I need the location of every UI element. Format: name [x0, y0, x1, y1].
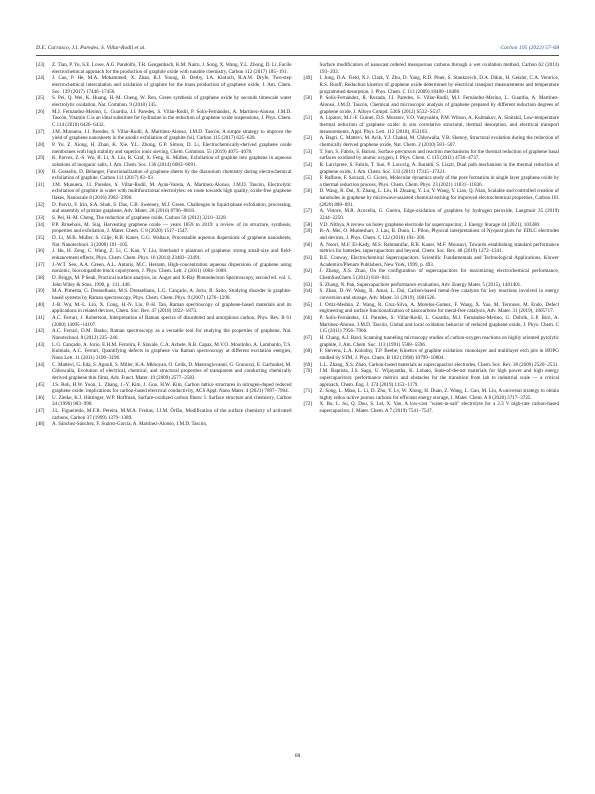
reference-text[interactable]: B. Gosselin, D. Bélanger, Functionalization of graphene sheets by the diazonium chemistry during electrochemical exfoliation of graphite, Carbon 111 (2017) 83−93. — [52, 168, 292, 182]
reference-item — [36, 95, 292, 108]
reference-text[interactable]: P.P. Brisebois, M. Siaj, Harvesting graphene oxide — years 1859 to 2019: a review of its structure, synthesis, properties and exfoliation, J. Mater. Chem. C 8 (2020) 1517−1547. — [52, 221, 292, 235]
reference-number: [24] — [36, 75, 45, 82]
reference-number: [60] — [303, 241, 312, 248]
reference-text[interactable]: J. Hu, H. Zeng, C. Wang, Z. Li, C. Kan, Y. Liu, Interband π plasmon of graphene: strong small-size and field-enhancement effects, Phys. Chem. Chem. Phys. 16 (2014) 23483−23491. — [52, 248, 292, 262]
reference-item — [304, 62, 560, 75]
reference-text[interactable]: A. Sánchez-Sánchez, F. Suárez-García, A. Martínez-Alonso, J.M.D. Tascón, — [52, 421, 208, 428]
reference-text[interactable]: U. Zielke, K.J. Hüttinger, W.P. Hoffman, Surface-oxidized carbon fibers: I. Surface structure and chemistry, Carbon 34 (1996) 983−998. — [52, 394, 292, 408]
reference-text[interactable]: J. Zhang, X.S. Zhao, On the configuration of supercapacitors for maximizing electrochemical performance, ChemSusChem 5 (2012) 818−841. — [319, 268, 559, 281]
reference-number: [31] — [36, 181, 45, 188]
reference-item — [36, 109, 292, 129]
reference-item — [304, 228, 560, 241]
reference-item — [304, 75, 560, 95]
header-rule — [36, 55, 559, 56]
reference-item — [304, 255, 560, 268]
reference-item — [304, 162, 560, 175]
reference-number: [29] — [36, 155, 45, 162]
reference-number: [50] — [303, 95, 312, 102]
reference-item — [304, 335, 560, 348]
running-header — [36, 45, 559, 55]
reference-text[interactable]: C. Mattevi, G. Eda, S. Agnoli, S. Miller, K.A. Mkhoyan, O. Celik, D. Mastrogiovanni, G. Granozzi, E. Garfunkel, M. Chhowalla, Evolution of electrical, chemical, and structural properties of transparent and conducting chemically derived graphene thin films, Adv. Funct. Mater. 19 (2009) 2577−2583. — [52, 361, 292, 381]
reference-item — [36, 275, 292, 288]
reference-text[interactable]: L.L. Zhang, X.S. Zhao, Carbon-based materials as supercapacitor electrodes, Chem. Soc. Rev. 38 (2009) 2520−2531. — [319, 361, 559, 368]
reference-text[interactable]: A.C. Ferrari, D.M. Basko, Raman spectroscopy as a versatile tool for studying the properties of graphene, Nat. Nanotechnol. 8 (2013) 235−246. — [52, 328, 292, 341]
reference-number: [35] — [36, 235, 45, 242]
reference-text[interactable]: M.A. Pimenta, G. Dresselhaus, M.S. Dresselhaus, L.G. Cançado, A. Jorio, R. Saito, Studying disorder in graphite-based systems by Raman spectroscopy, Phys. Chem. Chem. Phys. 9 (2007) 1276−1290. — [52, 288, 292, 301]
reference-number: [27] — [36, 128, 45, 135]
reference-number: [55] — [303, 175, 312, 182]
reference-item — [36, 222, 292, 235]
reference-text[interactable]: J.L. Figueiredo, M.F.R. Pereira, M.M.A. Freitas, J.J.M. Órfão, Modification of the surface chemistry of activated carbons, Carbon 37 (1999) 1379−1389. — [52, 408, 292, 421]
reference-text[interactable]: A. Vittore, M.R. Acocella, G. Guerra, Edge-oxidation of graphites by hydrogen peroxide, Langmuir 35 (2019) 2244−2250. — [319, 208, 559, 222]
reference-number: [72] — [303, 401, 312, 408]
reference-text[interactable]: J.M. Munuera, J.I. Paredes, S. Villar-Rodil, M. Ayán-Varela, A. Martínez-Alonso, J.M.D. Tascón, Electrolytic exfoliation of graphite in water with multifunctional electrolytes: en route towards high quality, oxide-free graphene flakes, Nanoscale 8 (2016) 2982−2998. — [52, 181, 292, 202]
reference-number: [48] — [36, 421, 45, 428]
reference-item — [304, 135, 560, 148]
reference-text[interactable]: S. Zhang, N. Pan, Supercapacitors performance evaluation, Adv. Energy Mater. 5 (2015), 1401401. — [319, 281, 522, 288]
reference-item — [36, 288, 292, 301]
reference-number: [30] — [36, 168, 45, 175]
reference-item — [304, 368, 560, 388]
reference-number: [63] — [303, 281, 312, 288]
references-left-column — [36, 62, 292, 428]
reference-text[interactable]: V.D. Nithya, A review on holey graphene electrode for supercapacitor, J. Energy Storage 44 (2021), 103380. — [319, 221, 541, 228]
reference-item — [36, 315, 292, 328]
header-authors: D.E. Carrasco, J.I. Paredes, S. Villar-Rodil et al. — [36, 45, 146, 51]
reference-number: [38] — [36, 275, 45, 281]
header-journal-link[interactable]: Carbon 195 (2022) 57–68 — [500, 45, 559, 51]
reference-item — [304, 242, 560, 255]
reference-number: [37] — [36, 261, 45, 268]
reference-item — [304, 401, 560, 414]
reference-number: [39] — [36, 288, 45, 295]
reference-text[interactable]: T. Sun, S. Fabris, S. Baroni, Surface precursors and reaction mechanisms for the thermal reduction of graphene basal surfaces oxidized by atomic oxygen, J. Phys. Chem. C 115 (2011) 4730−4737. — [319, 148, 559, 162]
reference-number: [64] — [303, 288, 312, 295]
reference-number: [56] — [303, 188, 312, 195]
reference-text[interactable]: B.E. Conway, Electrochemical Supercapacitors. Scientific Fundamentals and Technological Applications, Kluwer Academics/Plenum Publishers, New York, 1999, p. 493. — [319, 255, 559, 268]
reference-number: [45] — [36, 381, 45, 388]
reference-item — [36, 342, 292, 362]
reference-item — [36, 202, 292, 215]
reference-text[interactable]: J.S. Roh, H.W. Yoon, L. Zhang, J.-Y. Kim, J. Guo, H.W. Kim, Carbon lattice structures in nitrogen-doped reduced graphene oxide: implications for carbon-based electrical conductivity, ACS Appl. Nano Mater. 4 (2021) 7897−7904. — [52, 381, 292, 395]
reference-number: [66] — [303, 314, 312, 321]
reference-text[interactable]: M.J. Fernández-Merino, L. Guardia, J.I. Paredes, S. Villar-Rodil, P. Solís-Fernández, A. Martínez-Alonso, J.M.D. Tascón, Vitamin C is an ideal substitute for hydrazine in the reduction of graphene oxide suspensions, J. Phys. Chem. C 114 (2010) 6426−6432. — [52, 108, 292, 128]
reference-number: [58] — [303, 221, 312, 228]
reference-text[interactable]: L.G. Cançado, A. Jorio, E.H.M. Ferreira, F. Stavale, C.A. Achete, R.B. Capaz, M.V.O. Moutinho, A. Lombardo, T.S. Kulmala, A.C. Ferrari, Quantifying defects in graphene via Raman spectroscopy at different excitation energies, Nano Lett. 11 (2011) 3190−3196. — [52, 341, 292, 361]
reference-text[interactable]: H. Chang, A.J. Bard, Scanning tunneling microscopy studies of carbon-oxygen reactions on highly oriented pyrolytic graphite, J. Am. Chem. Soc. 113 (1991) 5588−5596. — [319, 334, 559, 348]
reference-item — [304, 268, 560, 281]
reference-text[interactable]: J.-W.T. Seo, A.A. Green, A.L. Antaris, M.C. Hersam, High-concentration aqueous dispersions of graphene using nonionic, biocompatible block copolymers, J. Phys. Chem. Lett. 2 (2011) 1004−1008. — [52, 261, 292, 275]
reference-item — [36, 302, 292, 315]
reference-text[interactable]: R. Larciprete, S. Fabris, T. Sun, P. Lacovig, A. Baraldi, S. Lizzit, Dual path mechanism in the thermal reduction of graphene oxide, J. Am. Chem. Soc. 133 (2011) 17315−17321. — [319, 161, 559, 175]
reference-number: [32] — [36, 201, 45, 208]
reference-item — [304, 188, 560, 208]
reference-number: [67] — [303, 334, 312, 341]
reference-text[interactable]: X. Bu, L. Su, Q. Dou, S. Lei, X. Yan, A low-cost "water-in-salt" electrolyte for a 2.3 V high-rate carbon-based supercapacitor, J. Mater. Chem. A 7 (2019) 7541−7547. — [319, 401, 559, 415]
reference-number: [65] — [303, 301, 312, 308]
reference-number: [70] — [303, 368, 312, 375]
reference-number: [40] — [36, 301, 45, 308]
reference-item — [36, 262, 292, 275]
reference-text[interactable]: D. Briggs, M. P Seah, Practical surface analysis, in: Auger and X-Ray Photoelectron Spectroscopy, second ed. vol. 1, John Wiley & Sons, 1990, p. 131, 448. — [52, 275, 292, 288]
reference-number: [36] — [36, 248, 45, 255]
reference-text[interactable]: P. Yu, Z. Xiong, H. Zhan, K. Xie, Y.L. Zhong, G.P. Simon, D. Li, Electrochemically-derived graphene oxide membranes with high stability and superior ionic sieving, Chem. Commun. 55 (2019) 4075−4078. — [52, 141, 292, 155]
reference-number: [41] — [36, 314, 45, 321]
reference-item — [304, 302, 560, 315]
reference-item — [36, 62, 292, 75]
reference-text[interactable]: Z. Song, L. Miao, L. Li, D. Zhu, Y. Lv, W. Xiong, H. Duan, Z. Wang, L. Gan, M. Liu, A universal strategy to obtain highly redox-active porous carbons for efficient energy storage, J. Mater. Chem. A 8 (2020) 3717−3725. — [319, 388, 559, 401]
reference-number: [69] — [303, 361, 312, 368]
reference-item — [36, 129, 292, 142]
reference-item — [36, 169, 292, 182]
reference-text[interactable]: F. Raffone, F. Savazzi, G. Cicero, Molecular dynamics study of the pore formation in single layer graphene oxide by a thermal reduction process, Phys. Chem. Chem. Phys. 23 (2021) 11831−11836. — [319, 175, 559, 188]
reference-item — [304, 315, 560, 335]
reference-item — [36, 395, 292, 408]
reference-text[interactable]: A. Noori, M.F. El-Kady, M.S. Rahmanifar, R.B. Kaner, M.F. Mousavi, Towards establishing standard performance metrics for batteries, supercapacitors and beyond, Chem. Soc. Rev. 48 (2019) 1272−1341. — [319, 241, 559, 255]
reference-text[interactable]: F. Stevens, L.A. Kolodny, T.P. Beebe, Kinetics of graphite oxidation: monolayer and multilayer etch pits in HOPG studied by STM, J. Phys. Chem. B 102 (1998) 10799−10804. — [319, 348, 559, 361]
reference-number: [33] — [36, 215, 45, 222]
reference-text[interactable]: Z. Tian, P. Yu, S.E. Lowe, A.G. Pandolfo, T.R. Gengenbach, K.M. Nairn, J. Song, X. Wang, Y.L. Zhong, D. Li, Facile electrochemical approach for the production of graphite oxide with tunable chemistry, Carbon 112 (2017) 185−191. — [52, 62, 292, 75]
reference-text[interactable]: P. Solís-Fernández, J.I. Paredes, S. Villar-Rodil, L. Guardia, M.J. Fernández-Merino, G. Dobrik, L.P. Biró, A. Martínez-Alonso, J.M.D. Tascón, Global and local oxidation behavior of reduced graphene oxide, J. Phys. Chem. C 115 (2011) 7956−7966. — [319, 314, 559, 335]
reference-number: [23] — [36, 62, 45, 68]
reference-text[interactable]: A. Bagri, C. Mattevi, M. Acik, Y.J. Chabal, M. Chhowalla, V.B. Shenoy, Structural evolution during the reduction of chemically derived graphene oxide, Nat. Chem. 2 (2010) 581−587. — [319, 135, 559, 148]
reference-text[interactable]: A. Lipatov, M.J.-F. Guinel, D.S. Muratov, V.O. Vanyushin, P.M. Wilson, A. Kolmakov, A. Sinitskii, Low-temperature thermal reduction of graphene oxide: in situ correlative structural, thermal desorption, and electrical transport measurements, Appl. Phys. Lett. 112 (2018), 053103. — [319, 115, 559, 135]
reference-item — [304, 149, 560, 162]
reference-text[interactable]: J.M. Munuera, J.I. Paredes, S. Villar-Rodil, A. Martínez-Alonso, J.M.D. Tascón, A simple strategy to improve the yield of graphene nanosheets in the anodic exfoliation of graphite foil, Carbon 115 (2017) 625−628. — [52, 128, 292, 142]
reference-number: [44] — [36, 361, 45, 368]
page-number: 68 — [294, 753, 301, 759]
reference-text[interactable]: B.-A. Mei, O. Munteshari, J. Lau, B. Dunn, L. Pilon, Physical interpretations of Nyquist plots for EDLC electrodes and devices, J. Phys. Chem. C 122 (2018) 194−206. — [319, 228, 559, 242]
reference-text[interactable]: S. Pei, H.-M. Cheng, The reduction of graphene oxide, Carbon 50 (2012) 3210−3228. — [52, 215, 227, 222]
reference-item — [36, 421, 292, 428]
reference-number: [28] — [36, 141, 45, 148]
reference-item — [36, 248, 292, 261]
reference-number: [42] — [36, 328, 45, 335]
reference-number: [57] — [303, 208, 312, 215]
reference-number: [61] — [303, 255, 312, 262]
reference-item — [36, 362, 292, 382]
reference-item — [36, 75, 292, 95]
reference-number: [59] — [303, 228, 312, 235]
reference-item — [36, 142, 292, 155]
reference-item — [36, 382, 292, 395]
reference-number: [54] — [303, 161, 312, 168]
reference-text[interactable]: J. Ortiz-Medina, Z. Wang, R. Cruz-Silva, A. Morelos-Gomez, F. Wang, X. Yao, M. Terrones, M. Endo, Defect engineering and surface functionalization of nanocarbons for metal-free catalysis, Adv. Mater. 31 (2019), 1805717. — [319, 301, 559, 315]
references-section — [36, 62, 559, 428]
reference-item — [304, 388, 560, 401]
reference-number: [46] — [36, 394, 45, 401]
reference-number: [47] — [36, 408, 45, 415]
reference-item — [304, 208, 560, 221]
reference-text[interactable]: J.M. Baptista, J.S. Sagu, U. Wijayantha, K. Lobato, State-of-the-art materials for high power and high energy supercapacitors: performance metrics and obstacles for the transition from lab to industrial scale — a critical approach, Chem. Eng. J. 374 (2019) 1153−1179. — [319, 368, 559, 388]
reference-item — [304, 288, 560, 301]
reference-number: [34] — [36, 221, 45, 228]
reference-text[interactable]: D. Li, M.B. Müller, S. Gilje, R.B. Kaner, G.G. Wallace, Processable aqueous dispersions of graphene nanosheets, Nat. Nanotechnol. 3 (2008) 101−105. — [52, 235, 292, 248]
reference-text[interactable]: J. Cao, P. He, M.A. Mohammed, X. Zhao, R.J. Young, B. Derby, I.A. Kinloch, R.A.W. Dryfe, Two-step electrochemical intercalation and oxidation of graphite for the mass production of graphene oxide, J. Am. Chem. Soc. 139 (2017) 17446−17456. — [52, 75, 292, 95]
reference-item — [36, 155, 292, 168]
reference-item — [304, 95, 560, 115]
reference-text[interactable]: S. Zhao, D.-W. Wang, R. Amal, L. Dai, Carbon-based metal-free catalysts for key reactions involved in energy conversion and storage, Adv. Mater. 31 (2019), 1801526. — [319, 288, 559, 301]
reference-text[interactable]: D. Wang, R. Dai, X. Zhang, L. Liu, H. Zhuang, Y. Lu, Y. Wang, Y. Liao, Q. Nian, Scalable and controlled creation of nanoholes in graphene by microwave-assisted chemical etching for improved electrochemical properties, Carbon 161 (2020) 880−891. — [319, 188, 559, 208]
reference-number: [68] — [303, 348, 312, 355]
references-right-column — [304, 62, 560, 428]
reference-text[interactable]: S. Pei, Q. Wei, K. Huang, H.-M. Cheng, W. Ren, Green synthesis of graphene oxide by seconds timescale water electrolytic oxidation, Nat. Commun. 9 (2018) 145. — [52, 95, 292, 108]
reference-item — [36, 408, 292, 421]
reference-text[interactable]: D. Parviz, F. Irin, S.A. Shah, S. Das, C.B. Sweeney, M.J. Green, Challenges in liquid-phase exfoliation, processing, and assembly of pristine graphene, Adv. Mater. 28 (2016) 8796−8818. — [52, 201, 292, 215]
reference-number: [71] — [303, 388, 312, 395]
reference-number: [43] — [36, 341, 45, 348]
reference-item — [304, 115, 560, 135]
reference-number: [62] — [303, 268, 312, 275]
reference-number: [25] — [36, 95, 45, 102]
reference-text[interactable]: P. Solís-Fernández, R. Rozada, J.I. Paredes, S. Villar-Rodil, M.J. Fernández-Merino, L. Guardia, A. Martínez-Alonso, J.M.D. Tascón, Chemical and microscopic analysis of graphene prepared by different reduction degrees of graphene oxide, J. Alloys Compd. 536S (2012) S532−S537. — [319, 95, 559, 115]
reference-number: [53] — [303, 148, 312, 155]
reference-item — [304, 348, 560, 361]
reference-text[interactable]: A.C. Ferrari, J. Robertson, Interpretation of Raman spectra of disordered and amorphous carbon, Phys. Rev. B 61 (2000) 14095−14107. — [52, 314, 292, 328]
reference-item — [36, 328, 292, 341]
reference-item — [36, 235, 292, 248]
reference-text[interactable]: I. Jung, D.A. Field, N.J. Clark, Y. Zhu, D. Yang, R.D. Piner, S. Stankovich, D.A. Dikin, H. Geisler, C.A. Ventrice, R.S. Ruoff, Reduction kinetics of graphene oxide determined by electrical transport measurements and temperature programmed desorption, J. Phys. Chem. C 113 (2009) 18480−18486. — [319, 75, 559, 95]
reference-number: [49] — [303, 75, 312, 82]
reference-text[interactable]: Surface modification of nanocast ordered mesoporous carbons through a wet oxidation method, Carbon 62 (2013) 193−203. — [319, 62, 559, 75]
reference-number: [52] — [303, 135, 312, 142]
reference-number: [26] — [36, 108, 45, 115]
reference-item — [304, 175, 560, 188]
reference-text[interactable]: K. Parvez, Z.-S. Wu, R. Li, X. Liu, R. Graf, X. Feng, K. Müllen, Exfoliation of graphite into graphene in aqueous solutions of inorganic salts, J. Am. Chem. Soc. 136 (2014) 6083−6091. — [52, 155, 292, 168]
reference-item — [36, 182, 292, 202]
reference-item — [36, 215, 292, 222]
reference-number: [51] — [303, 115, 312, 122]
reference-text[interactable]: J.-B. Wu, M.-L. Lin, X. Cong, H.-N. Liu, P.-H. Tan, Raman spectroscopy of graphene-based materials and its applications in related devices, Chem. Soc. Rev. 47 (2018) 1822−1873. — [52, 301, 292, 315]
